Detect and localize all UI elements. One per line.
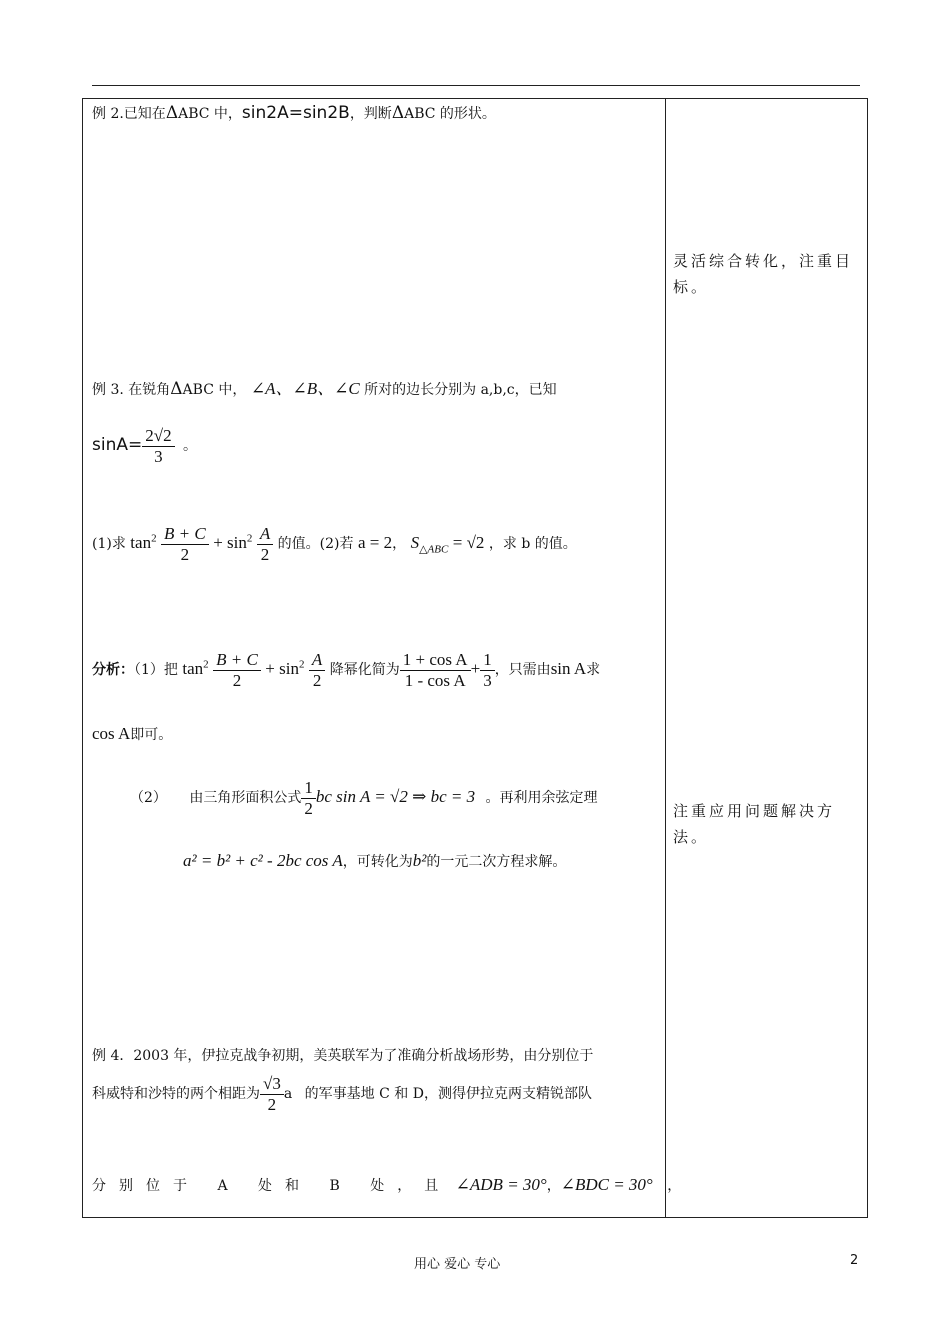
example4-frac-den: 2 [267, 1094, 277, 1114]
example3-prefix: 例 3. 在锐角 [92, 382, 171, 398]
analysis-frac4-num: 1 [480, 650, 495, 671]
q1-frac1-den: 2 [180, 544, 190, 564]
example4-line2-tail: 的军事基地 C 和 D，测得伊拉克两支精锐部队 [304, 1086, 592, 1103]
q1-frac2-den: 2 [260, 544, 270, 564]
analysis-cosine-line [183, 852, 566, 869]
analysis-tan: $\tan^2$ [182, 658, 209, 679]
example4-line3 [92, 1176, 681, 1193]
q1-prefix: (1)求 [92, 536, 126, 553]
sina-fraction [142, 426, 174, 466]
analysis-frac1-num: B + C [213, 650, 261, 671]
analysis-half-den: 2 [304, 798, 313, 818]
analysis-part1 [92, 650, 600, 690]
analysis-part2-prefix: （2） [130, 790, 167, 807]
analysis-jike: 即可。 [130, 727, 173, 743]
footer-slogan: 用心 爱心 专心 [414, 1257, 501, 1272]
example4-frac [260, 1074, 284, 1114]
example2-prefix: 例 2.已知在 [92, 106, 166, 122]
side-note-method: 注重应用问题解决方法。 [673, 802, 836, 846]
example3-questions [92, 524, 577, 564]
example4-line3-text: 分别位于 A 处和 B 处，且 [92, 1178, 452, 1194]
q2-a-eq: a = 2 [357, 533, 393, 553]
analysis-plus-sin: + $\sin^2$ [265, 658, 305, 679]
sina-denominator: 3 [154, 446, 163, 466]
analysis-tan-label: tan [182, 659, 204, 679]
example4-line1: 例 4．2003 年，伊拉克战争初期，美英联军为了准确分析战场形势，由分别位于 [92, 1048, 594, 1064]
analysis-frac3-num: 1 + cos A [400, 650, 471, 671]
q2-comma: ， [392, 536, 407, 553]
sina-numerator: 2√2 [142, 426, 174, 447]
q1-tan-label: tan [130, 533, 152, 553]
side-note-target: 灵活综合转化，注重目标。 [673, 252, 854, 296]
analysis-frac1 [213, 650, 261, 690]
example4-frac-num: √3 [260, 1074, 284, 1095]
analysis-part2 [130, 778, 598, 818]
analysis-frac3 [400, 650, 471, 690]
analysis-label: 分析： [92, 662, 134, 679]
example3-sina [92, 426, 197, 466]
analysis-simplify: 降幂化简为 [329, 662, 400, 679]
example2-line [92, 105, 496, 122]
analysis-convert: ，可转化为 [342, 854, 413, 870]
q2-s-label: S [410, 533, 420, 553]
analysis-frac2-num: A [309, 650, 325, 671]
analysis-part1-end [92, 725, 172, 742]
example3-delta: Δ [170, 379, 183, 399]
example2-delta1: Δ [165, 103, 179, 123]
example4-angle2: ∠BDC = 30° [560, 1175, 653, 1194]
analysis-plus: + [470, 659, 481, 679]
example4-a: a [283, 1086, 293, 1103]
analysis-half-num: 1 [301, 778, 316, 799]
analysis-sin-a: sin A [550, 659, 587, 679]
table-column-divider [665, 98, 666, 1218]
q1-value: 的值。(2)若 [277, 536, 354, 553]
analysis-frac2-den: 2 [312, 670, 322, 690]
example3-angles: ∠A、∠B、∠C [250, 379, 360, 398]
example4-line2 [92, 1074, 592, 1114]
analysis-half [301, 778, 316, 818]
example3-line1 [92, 380, 557, 398]
example3-tail: 所对的边长分别为 a,b,c，已知 [364, 382, 557, 398]
analysis-frac4 [480, 650, 495, 690]
header-rule [92, 85, 860, 86]
example4-angle1: ∠ADB = 30° [455, 1175, 547, 1194]
analysis-frac1-den: 2 [232, 670, 242, 690]
q2-s-sub: △ABC [419, 543, 449, 556]
example3-abc: ABC 中， [182, 382, 247, 398]
q1-frac2 [257, 524, 273, 564]
analysis-frac2 [309, 650, 325, 690]
example2-delta2: Δ [391, 103, 405, 123]
example2-tail: ABC 的形状。 [404, 106, 496, 122]
q1-tan: $\tan^2$ [130, 532, 157, 553]
example2-mid: ，判断 [349, 106, 392, 122]
analysis-need: ，只需由 [494, 662, 551, 679]
example4-end: ， [667, 1178, 682, 1194]
q1-plus-sin-label: + sin [213, 533, 247, 553]
q2-s [410, 533, 449, 556]
example4-sep: ， [546, 1178, 561, 1194]
analysis-qiu: 求 [586, 662, 601, 679]
q1-frac1 [161, 524, 209, 564]
analysis-area-eq: bc sin A = √2 ⇒ bc = 3 [315, 787, 476, 807]
analysis-frac4-den: 3 [483, 670, 492, 690]
q1-frac2-num: A [257, 524, 273, 545]
q1-plus-sin: + $\sin^2$ [213, 532, 253, 553]
analysis-b-sq: b² [412, 851, 427, 870]
analysis-cos-a: cos A [92, 724, 131, 743]
analysis-part2-tail: 。再利用余弦定理 [485, 790, 598, 807]
analysis-part1-prefix: （1）把 [134, 662, 178, 679]
example2-abc1: ABC 中， [178, 106, 242, 122]
q1-frac1-num: B + C [161, 524, 209, 545]
analysis-cosine-law: a² = b² + c² - 2bc cos A [183, 851, 343, 870]
example2-equation: sin2A=sin2B [241, 103, 350, 123]
sina-label: sinA= [92, 435, 143, 456]
analysis-plus-sin-label: + sin [265, 659, 299, 679]
sina-period: 。 [183, 438, 198, 455]
analysis-part2-text: 由三角形面积公式 [189, 790, 302, 807]
q2-s-eq: = √2 [452, 533, 485, 553]
q2-tail: ，求 b 的值。 [488, 536, 577, 553]
analysis-frac3-den: 1 - cos A [404, 670, 466, 690]
example4-line2-prefix: 科威特和沙特的两个相距为 [92, 1086, 260, 1103]
page-number: 2 [850, 1253, 859, 1268]
analysis-convert-tail: 的一元二次方程求解。 [426, 854, 567, 870]
